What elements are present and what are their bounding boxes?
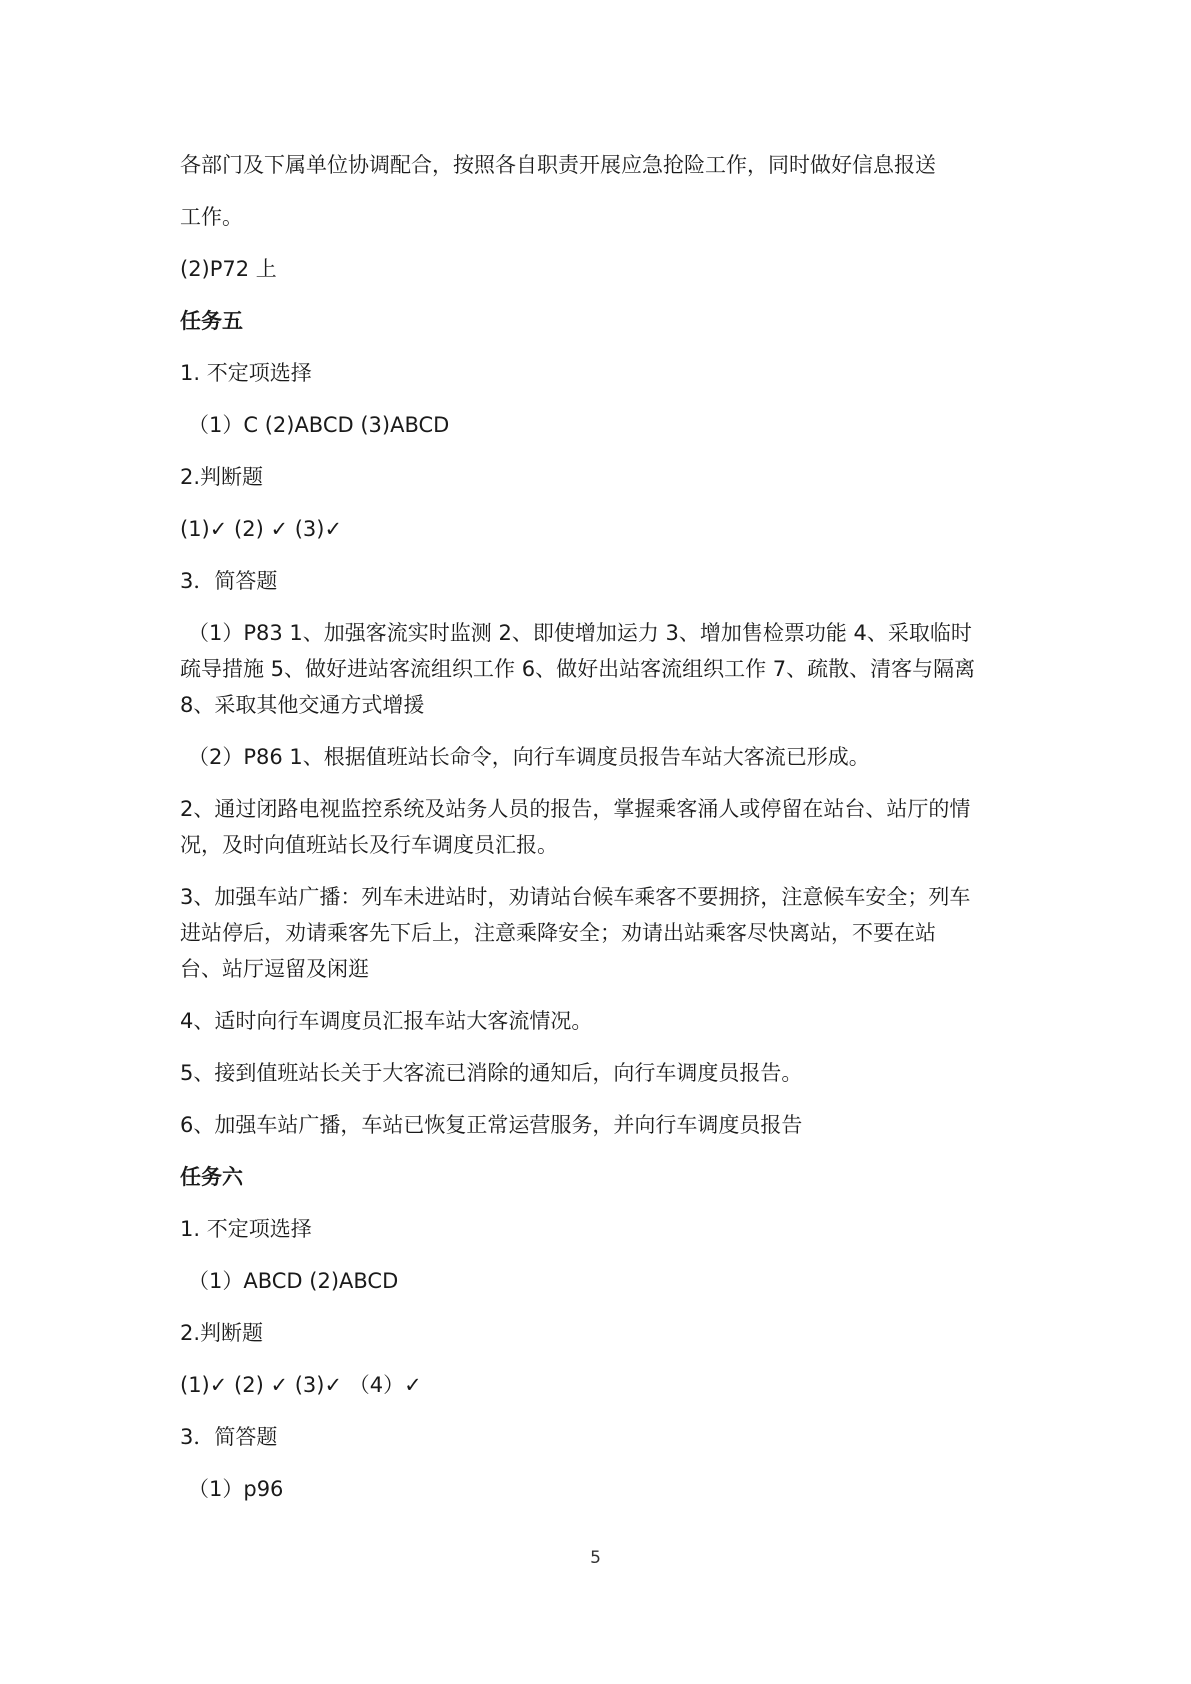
question-type: 3．简答题: [180, 1425, 278, 1449]
answer-line: (2)P72 上: [180, 257, 277, 281]
answer-line: 6、加强车站广播，车站已恢复正常运营服务，并向行车调度员报告: [180, 1113, 803, 1137]
answer-line: 台、站厅逗留及闲逛: [180, 957, 369, 981]
page-number: 5: [590, 1548, 601, 1568]
section-heading: 任务五: [180, 309, 243, 333]
answer-line: (1)✓ (2) ✓ (3)✓: [180, 517, 343, 541]
answer-line: （2）P86 1、根据值班站长命令，向行车调度员报告车站大客流已形成。: [188, 745, 870, 769]
answer-line: （1）P83 1、加强客流实时监测 2、即使增加运力 3、增加售检票功能 4、采取临时: [188, 621, 972, 645]
answer-line: 疏导措施 5、做好进站客流组织工作 6、做好出站客流组织工作 7、疏散、清客与隔离: [180, 657, 976, 681]
answer-line: 5、接到值班站长关于大客流已消除的通知后，向行车调度员报告。: [180, 1061, 803, 1085]
answer-line: （1）p96: [188, 1477, 284, 1501]
answer-line: 况，及时向值班站长及行车调度员汇报。: [180, 833, 558, 857]
answer-line: (1)✓ (2) ✓ (3)✓ （4）✓: [180, 1373, 422, 1397]
paragraph-line: 工作。: [180, 205, 243, 229]
paragraph-line: 各部门及下属单位协调配合，按照各自职责开展应急抢险工作，同时做好信息报送: [180, 153, 936, 177]
answer-line: 3、加强车站广播：列车未进站时，劝请站台候车乘客不要拥挤，注意候车安全；列车: [180, 885, 971, 909]
question-type: 1. 不定项选择: [180, 361, 312, 385]
answer-line: 2、通过闭路电视监控系统及站务人员的报告，掌握乘客涌人或停留在站台、站厅的情: [180, 797, 971, 821]
answer-line: 4、适时向行车调度员汇报车站大客流情况。: [180, 1009, 593, 1033]
answer-line: （1）C (2)ABCD (3)ABCD: [188, 413, 450, 437]
question-type: 2.判断题: [180, 465, 264, 489]
question-type: 1. 不定项选择: [180, 1217, 312, 1241]
answer-line: 8、采取其他交通方式增援: [180, 693, 425, 717]
question-type: 2.判断题: [180, 1321, 264, 1345]
section-heading: 任务六: [180, 1165, 243, 1189]
answer-line: （1）ABCD (2)ABCD: [188, 1269, 399, 1293]
answer-line: 进站停后，劝请乘客先下后上，注意乘降安全；劝请出站乘客尽快离站，不要在站: [180, 921, 936, 945]
question-type: 3．简答题: [180, 569, 278, 593]
